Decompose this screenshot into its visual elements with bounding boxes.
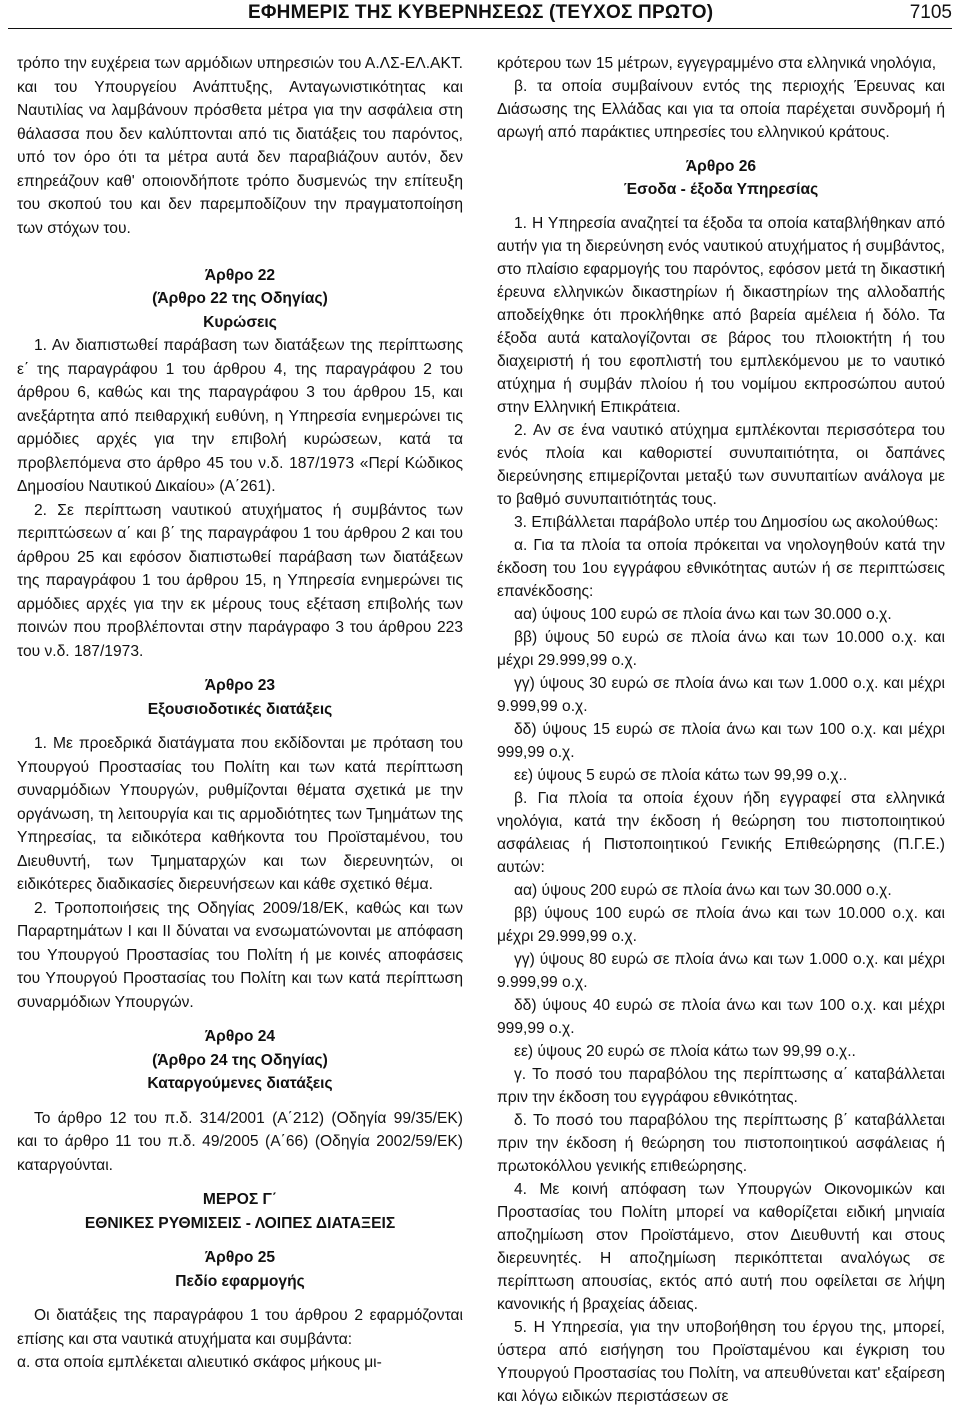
article-25-title: Άρθρο 25 bbox=[204, 1249, 276, 1266]
article-23-heading: Εξουσιοδοτικές διατάξεις bbox=[147, 700, 333, 718]
article-22-title: Άρθρο 22 bbox=[204, 266, 276, 284]
header-rule bbox=[8, 28, 952, 29]
article-23-paragraph-1: 1. Με προεδρικά διατάγματα που εκδίδονται με πρόταση του Υπουργού Προστασίας του Πολίτη και των κατά περίπτωση συναρμόδιων Υπουργών, ρυθμίζονται θέματα σχετικά με την οργάνωση, τη λειτουργία και τις αρμοδιότητες των Τμημάτων της Υπηρεσίας, τα ειδικότερα καθήκοντα του Προϊσταμένου, του Διευθυντή, των Τμηματαρχών και των διερευνητών, οι ειδικότερες διαδικασίες διερευνήσεων και κάθε σχετικό θέμα. bbox=[17, 735, 463, 893]
fee-case-a-gg: γγ) ύψους 30 ευρώ σε πλοία άνω και των 1.000 ο.χ. και μέχρι 9.999,99 ο.χ. bbox=[497, 675, 945, 715]
fee-case-b-gg: γγ) ύψους 80 ευρώ σε πλοία άνω και των 1.000 ο.χ. και μέχρι 9.999,99 ο.χ. bbox=[497, 951, 945, 991]
article-22-subtitle: (Άρθρο 22 της Οδηγίας) bbox=[152, 290, 328, 307]
right-column bbox=[497, 52, 945, 1408]
fee-case-a-bb: ββ) ύψους 50 ευρώ σε πλοία άνω και των 10.000 ο.χ. και μέχρι 29.999,99 ο.χ. bbox=[497, 629, 945, 669]
page-number: 7105 bbox=[909, 2, 952, 23]
article-24-heading: Καταργούμενες διατάξεις bbox=[147, 1075, 333, 1092]
article-26-paragraph-5: 5. Η Υπηρεσία, για την υποβοήθηση του έργου της, μπορεί, ύστερα από εισήγηση του Προϊσταμένου και έγκριση του Υπουργού Προστασίας του Πολίτη, να απευθύνεται κατ' εξαίρεση και λόγω ειδικών περιστάσεων σε bbox=[497, 1319, 945, 1405]
article-22-heading: Κυρώσεις bbox=[203, 313, 277, 331]
article-24-title: Άρθρο 24 bbox=[204, 1028, 276, 1045]
article-26-paragraph-4: 4. Με κοινή απόφαση των Υπουργών Οικονομικών και Προστασίας του Πολίτη μπορεί να καθορίζεται ειδική μηνιαία αποζημίωση στον Προϊστάμενο, στον Διευθυντή και στους διερευνητές. Η αποζημίωση περικόπτεται αναλόγως σε περίπτωση απουσίας, εκτός από αυτή που οφείλεται σε λήψη κανονικής ή βραχείας άδειας. bbox=[497, 1181, 945, 1313]
article-26-title: Άρθρο 26 bbox=[685, 158, 757, 175]
fee-case-b: β. Για πλοία τα οποία έχουν ήδη εγγραφεί στα ελληνικά νηολόγια, κατά την έκδοση ή θεώρηση του πιστοποιητικού ασφάλειας ή Πιστοποιητικού Γενικής Επιθεώρησης (Π.Γ.Ε.) αυτών: bbox=[497, 790, 945, 876]
article-24-subtitle: (Άρθρο 24 της Οδηγίας) bbox=[152, 1051, 328, 1069]
fee-case-b-aa: αα) ύψους 200 ευρώ σε πλοία άνω και των 30.000 ο.χ. bbox=[514, 882, 892, 899]
article-22-paragraph-1: 1. Αν διαπιστωθεί παράβαση των διατάξεων της περίπτωσης ε΄ της παραγράφου 1 του άρθρου 4, της παραγράφου 2 του άρθρου 6, καθώς και της παραγράφου 3 του άρθρου 15, και ανεξάρτητα από πειθαρχική ευθύνη, η Υπηρεσία ενημερώνει τις αρμόδιες αρχές για την επιβολή κυρώσεων, κατά τα προβλεπόμενα στο άρθρο 45 του ν.δ. 187/1973 «Περί Κώδικος Δημοσίου Ναυτικού Δικαίου» (Α΄261). bbox=[17, 337, 463, 495]
article-26-heading: Έσοδα - έξοδα Υπηρεσίας bbox=[623, 181, 819, 198]
left-column bbox=[17, 52, 463, 1375]
article-23-title: Άρθρο 23 bbox=[204, 677, 276, 694]
part-c-heading: ΕΘΝΙΚΕΣ ΡΥΘΜΙΣΕΙΣ - ΛΟΙΠΕΣ ΔΙΑΤΑΞΕΙΣ bbox=[84, 1214, 396, 1232]
fee-case-c: γ. Το ποσό του παραβόλου της περίπτωσης α΄ καταβάλλεται πριν την έκδοση του εγγράφου εθνικότητας. bbox=[497, 1066, 945, 1106]
fee-case-b-ee: εε) ύψους 20 ευρώ σε πλοία κάτω των 99,99 ο.χ.. bbox=[514, 1043, 856, 1060]
article-26-paragraph-1: 1. Η Υπηρεσία αναζητεί τα έξοδα τα οποία καταβλήθηκαν από αυτήν για τη διερεύνηση ενός ναυτικού ατυχήματος ή συμβάντος, στο πλαίσιο εφαρμογής του παρόντος, εφόσον μετά τη δικαστική έρευνα ελληνικών δικαστηρίων ή δικαστηρίων της αλλοδαπής αποδείχθηκε ότι προκλήθηκε από βαρεία αμέλεια ή δόλο. Τα έξοδα αυτά καταλογίζονται σε βάρος του πλοιοκτήτη ή του διαχειριστή ή του εφοπλιστή του εμπλεκόμενου με το ναυτικό ατύχημα ή συμβάν πλοίου ή του νομίμου εκπροσώπου αυτού στην Ελληνική Επικράτεια. bbox=[497, 215, 945, 416]
page-header bbox=[0, 0, 960, 32]
fee-case-a-aa: αα) ύψους 100 ευρώ σε πλοία άνω και των 30.000 ο.χ. bbox=[514, 606, 892, 623]
article-25-item-b: β. τα οποία συμβαίνουν εντός της περιοχής Έρευνας και Διάσωσης της Ελλάδας και για τα οποία παρέχεται συνδρομή ή αρωγή από παράκτιες υπηρεσίες του ελληνικού κράτους. bbox=[497, 78, 945, 141]
fee-case-b-bb: ββ) ύψους 100 ευρώ σε πλοία άνω και των 10.000 ο.χ. και μέχρι 29.999,99 ο.χ. bbox=[497, 905, 945, 945]
intro-paragraph: τρόπο την ευχέρεια των αρμόδιων υπηρεσιών του Α.ΛΣ-ΕΛ.ΑΚΤ. και του Υπουργείου Ανάπτυξης, Ανταγωνιστικότητας και Ναυτιλίας να λαμβάνουν πρόσθετα μέτρα για την ασφάλεια στη θάλασσα που δεν καλύπτονται από τις διατάξεις του παρόντος, υπό τον όρο ότι τα μέτρα αυτά δεν παραβιάζουν αυτόν, δεν επηρεάζουν καθ' οποιονδήποτε τρόπο δυσμενώς την επίτευξη του σκοπού του και δεν παρεμποδίζουν την πραγματοποίηση των στόχων του. bbox=[17, 55, 463, 237]
article-25-heading: Πεδίο εφαρμογής bbox=[175, 1272, 305, 1290]
article-26-paragraph-2: 2. Αν σε ένα ναυτικό ατύχημα εμπλέκονται περισσότερα του ενός πλοία και καθοριστεί συνυπαιτιότητα, οι δαπάνες διερεύνησης επιμερίζονται μεταξύ των συνυπαιτίων ανάλογα με το βαθμό συνυπαιτιότητάς τους. bbox=[497, 422, 945, 508]
article-25-item-a: α. στα οποία εμπλέκεται αλιευτικό σκάφος μήκους μι- bbox=[17, 1354, 382, 1371]
fee-case-d: δ. Το ποσό του παραβόλου της περίπτωσης β΄ καταβάλλεται πριν την έκδοση ή θεώρηση του πιστοποιητικού ασφάλειας ή πρωτοκόλλου γενικής επιθεώρησης. bbox=[497, 1112, 945, 1175]
fee-case-b-dd: δδ) ύψους 40 ευρώ σε πλοία άνω και των 100 ο.χ. και μέχρι 999,99 ο.χ. bbox=[497, 997, 945, 1037]
article-24-paragraph: Το άρθρο 12 του π.δ. 314/2001 (Α΄212) (Οδηγία 99/35/ΕΚ) και το άρθρο 11 του π.δ. 49/2005 (Α΄66) (Οδηγία 2002/59/ΕΚ) καταργούνται. bbox=[17, 1109, 463, 1174]
article-25-item-a-continued: κρότερου των 15 μέτρων, εγγεγραμμένο στα ελληνικά νηολόγια, bbox=[497, 55, 937, 72]
gazette-title: ΕΦΗΜΕΡΙΣ ΤΗΣ ΚΥΒΕΡΝΗΣΕΩΣ (ΤΕΥΧΟΣ ΠΡΩΤΟ) bbox=[248, 2, 714, 23]
part-c-title: ΜΕΡΟΣ Γ΄ bbox=[202, 1191, 278, 1208]
fee-case-a: α. Για τα πλοία τα οποία πρόκειται να νηολογηθούν κατά την έκδοση του 1ου εγγράφου εθνικότητας αυτών ή σε περιπτώσεις επανέκδοσης: bbox=[497, 537, 945, 600]
article-26-paragraph-3: 3. Επιβάλλεται παράβολο υπέρ του Δημοσίου ως ακολούθως: bbox=[514, 514, 939, 531]
fee-case-a-ee: εε) ύψους 5 ευρώ σε πλοία κάτω των 99,99 ο.χ.. bbox=[514, 767, 848, 784]
fee-case-a-dd: δδ) ύψους 15 ευρώ σε πλοία άνω και των 100 ο.χ. και μέχρι 999,99 ο.χ. bbox=[497, 721, 945, 761]
article-25-paragraph: Οι διατάξεις της παραγράφου 1 του άρθρου 2 εφαρμόζονται επίσης και στα ναυτικά ατυχήματα και συμβάντα: bbox=[17, 1307, 463, 1348]
article-22-paragraph-2: 2. Σε περίπτωση ναυτικού ατυχήματος ή συμβάντος των περιπτώσεων α΄ και β΄ της παραγράφου 1 του άρθρου 2 και του άρθρου 25 και εφόσον διαπιστωθεί παράβαση των διατάξεων της παραγράφου 1 του άρθρου 15, η Υπηρεσία ενημερώνει τις αρμόδιες αρχές για την εκ μέρους τους εξέταση επιβολής των ποινών που προβλέπονται στην παράγραφο 3 του άρθρου 223 του ν.δ. 187/1973. bbox=[17, 501, 463, 660]
article-23-paragraph-2: 2. Τροποποιήσεις της Οδηγίας 2009/18/ΕΚ, καθώς και των Παραρτημάτων Ι και ΙΙ δύναται να ενσωματώνονται με απόφαση του Υπουργού Προστασίας του Πολίτη ή με κοινές αποφάσεις του Υπουργού Προστασίας του Πολίτη και των κατά περίπτωση συναρμόδιων Υπουργών. bbox=[17, 899, 463, 1011]
